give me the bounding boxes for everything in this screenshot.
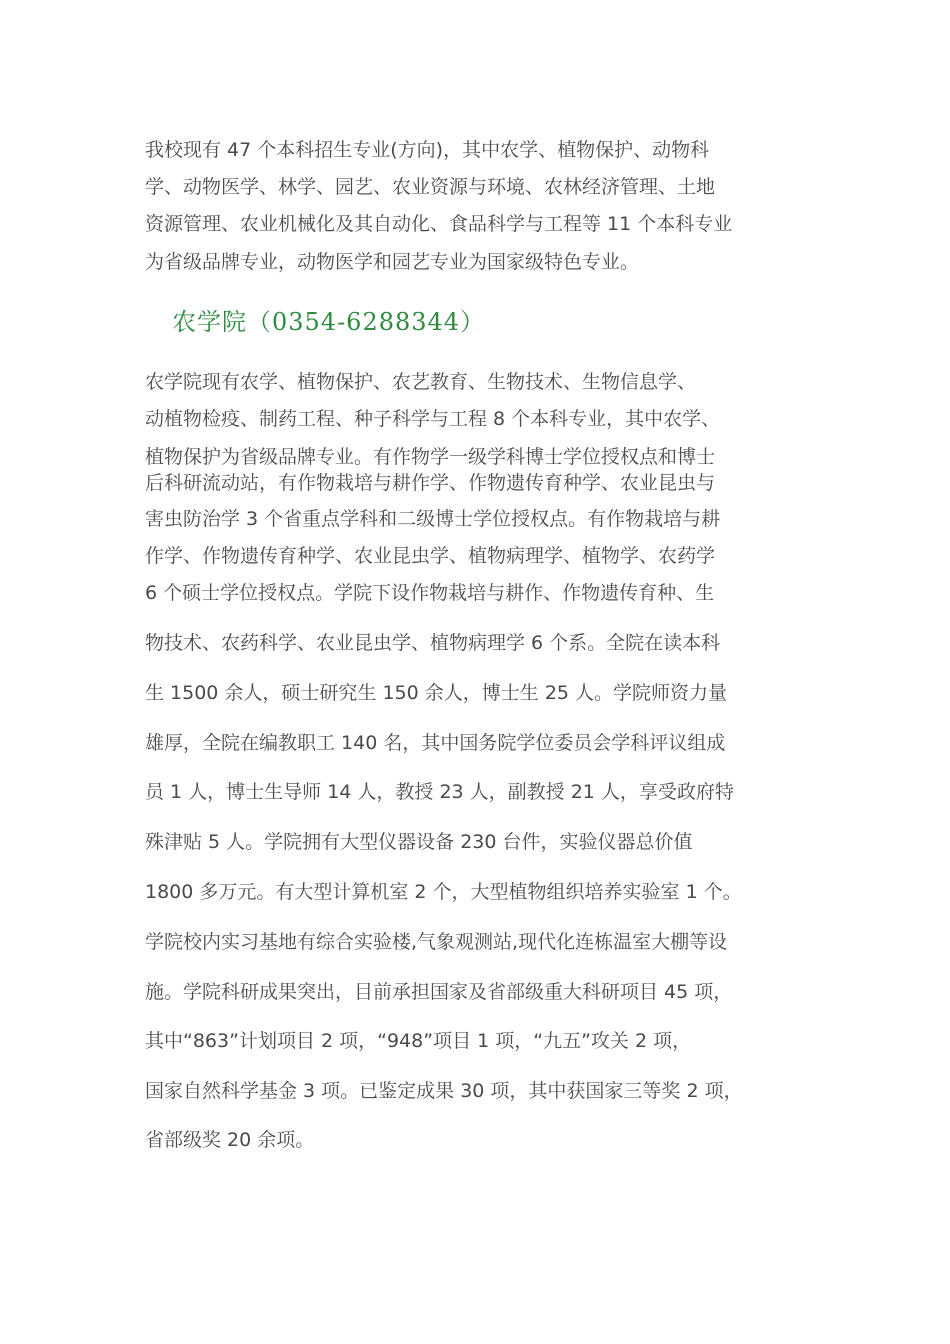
- intro-line: 资源管理、农业机械化及其自动化、食品科学与工程等 11 个本科专业: [145, 213, 733, 235]
- intro-line: 我校现有 47 个本科招生专业(方向)，其中农学、植物保护、动物科: [145, 139, 710, 161]
- body-line: 生 1500 余人，硕士研究生 150 余人，博士生 25 人。学院师资力量: [145, 682, 728, 704]
- body-line: 施。学院科研成果突出，目前承担国家及省部级重大科研项目 45 项，: [145, 981, 733, 1003]
- body-line: 后科研流动站，有作物栽培与耕作学、作物遗传育种学、农业昆虫与: [145, 472, 716, 494]
- body-line: 6 个硕士学位授权点。学院下设作物栽培与耕作、作物遗传育种、生: [145, 582, 715, 604]
- intro-line: 为省级品牌专业，动物医学和园艺专业为国家级特色专业。: [145, 251, 640, 273]
- body-line: 物技术、农药科学、农业昆虫学、植物病理学 6 个系。全院在读本科: [145, 632, 721, 654]
- body-line: 农学院现有农学、植物保护、农艺教育、生物技术、生物信息学、: [145, 371, 697, 393]
- body-line: 动植物检疫、制药工程、种子科学与工程 8 个本科专业，其中农学、: [145, 408, 721, 430]
- body-line: 员 1 人，博士生导师 14 人，教授 23 人，副教授 21 人，享受政府特: [145, 781, 734, 803]
- body-line: 其中“863”计划项目 2 项，“948”项目 1 项，“九五”攻关 2 项，: [145, 1030, 692, 1052]
- section-heading: 农学院（0354-6288344）: [172, 308, 486, 336]
- body-line: 学院校内实习基地有综合实验楼,气象观测站,现代化连栋温室大棚等设: [145, 931, 728, 953]
- body-line: 省部级奖 20 余项。: [145, 1129, 315, 1151]
- body-line: 殊津贴 5 人。学院拥有大型仪器设备 230 台件，实验仪器总价值: [145, 831, 693, 853]
- body-line: 植物保护为省级品牌专业。有作物学一级学科博士学位授权点和博士: [145, 446, 716, 468]
- body-line: 雄厚，全院在编教职工 140 名，其中国务院学位委员会学科评议组成: [145, 732, 726, 754]
- body-line: 国家自然科学基金 3 项。已鉴定成果 30 项，其中获国家三等奖 2 项，: [145, 1080, 743, 1102]
- body-line: 作学、作物遗传育种学、农业昆虫学、植物病理学、植物学、农药学: [145, 545, 716, 567]
- body-line: 害虫防治学 3 个省重点学科和二级博士学位授权点。有作物栽培与耕: [145, 508, 721, 530]
- body-line: 1800 多万元。有大型计算机室 2 个，大型植物组织培养实验室 1 个。: [145, 881, 742, 903]
- intro-line: 学、动物医学、林学、园艺、农业资源与环境、农林经济管理、土地: [145, 176, 716, 198]
